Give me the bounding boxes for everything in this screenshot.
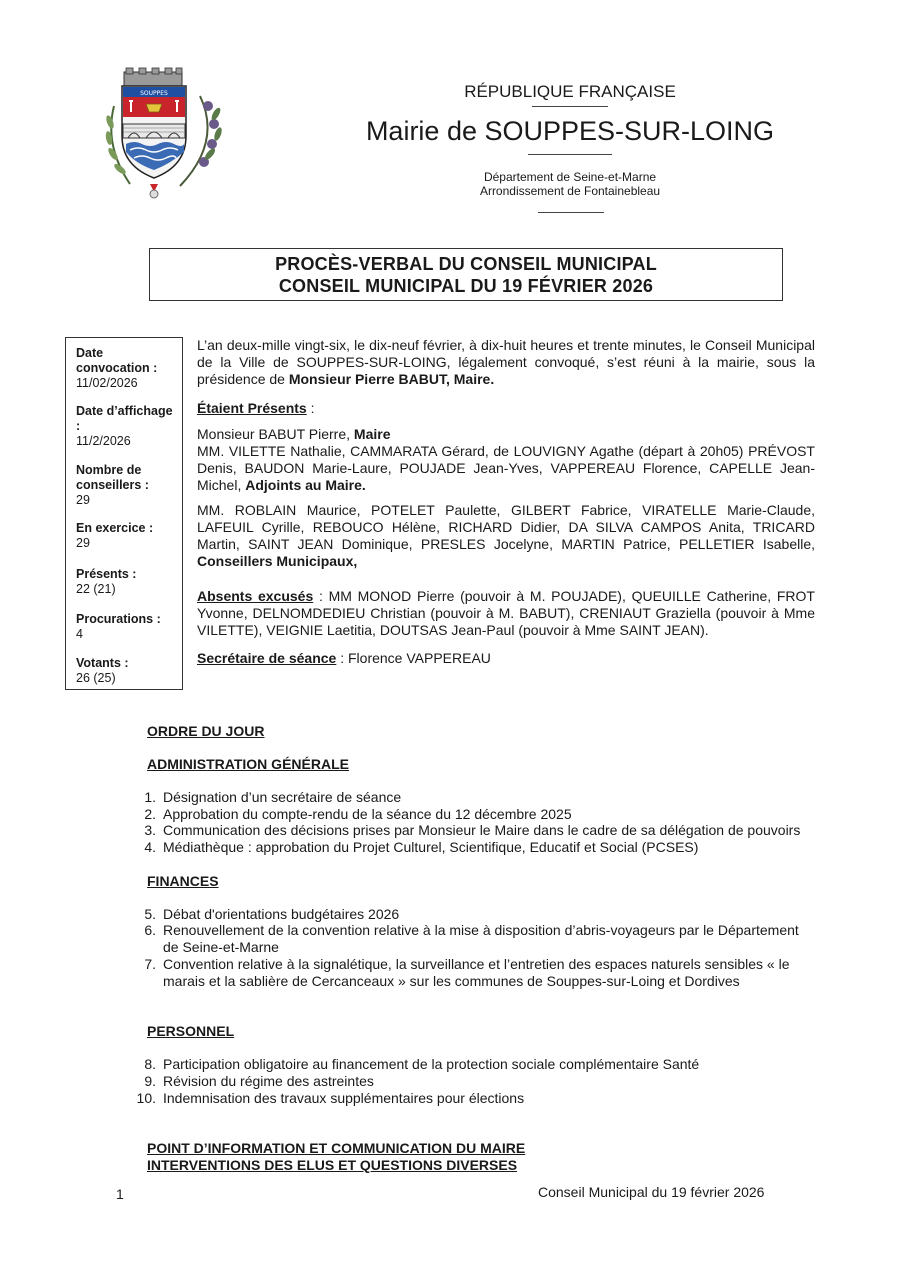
divider <box>528 154 612 155</box>
agenda-item-text: Indemnisation des travaux supplémentaires pour élections <box>163 1090 525 1106</box>
divider <box>538 212 604 213</box>
presents-heading: Étaient Présents <box>197 400 307 416</box>
sidebar-value-votants: 26 (25) <box>76 671 116 685</box>
agenda-item-number: 2. <box>144 806 156 822</box>
agenda-item-text: Désignation d’un secrétaire de séance <box>163 789 402 805</box>
intro-paragraph <box>197 337 815 388</box>
sidebar-value-procurations: 4 <box>76 627 83 641</box>
agenda-item-number: 6. <box>144 922 156 938</box>
sidebar-label-procurations: Procurations : <box>76 612 161 626</box>
agenda-item-text: Renouvellement de la convention relative à la mise à disposition d’abris-voyageurs par le Département de Seine-et-Marne <box>163 922 799 955</box>
agenda-item-number: 3. <box>144 822 156 838</box>
coat-of-arms-logo <box>100 66 226 200</box>
agenda-item-number: 10. <box>136 1090 156 1106</box>
final-heading-information: POINT D’INFORMATION ET COMMUNICATION DU MAIRE <box>147 1140 526 1156</box>
footer-title: Conseil Municipal du 19 février 2026 <box>538 1184 765 1200</box>
sidebar-label-affichage: Date d’affichage : <box>76 404 173 433</box>
absents-paragraph <box>197 588 815 639</box>
sidebar-label-convocation: Date convocation : <box>76 346 158 375</box>
agenda-item-number: 1. <box>144 789 156 805</box>
agenda-item-number: 5. <box>144 906 156 922</box>
document-title-line-1: PROCÈS-VERBAL DU CONSEIL MUNICIPAL <box>275 254 657 274</box>
section-heading-personnel: PERSONNEL <box>147 1023 235 1039</box>
final-heading-questions: INTERVENTIONS DES ELUS ET QUESTIONS DIVERSES <box>147 1157 518 1173</box>
agenda-item-number: 9. <box>144 1073 156 1089</box>
agenda-item-text: Communication des décisions prises par Monsieur le Maire dans le cadre de sa délégation de pouvoirs <box>163 822 801 838</box>
president-name: Monsieur Pierre BABUT, Maire. <box>288 371 495 387</box>
presents-maire-line <box>197 426 815 443</box>
section-heading-administration: ADMINISTRATION GÉNÉRALE <box>147 756 349 772</box>
sidebar-value-affichage: 11/2/2026 <box>76 434 131 448</box>
sidebar-value-convocation: 11/02/2026 <box>76 376 138 390</box>
agenda-item-text: Approbation du compte-rendu de la séance du 12 décembre 2025 <box>163 806 572 822</box>
agenda-title: ORDRE DU JOUR <box>147 723 265 739</box>
section-heading-finances: FINANCES <box>147 873 219 889</box>
maire-role: Maire <box>353 426 391 442</box>
sidebar-value-presents: 22 (21) <box>76 582 116 596</box>
presents-heading-line <box>197 400 815 417</box>
presents-adjoints <box>197 443 815 494</box>
agenda-item-text: Convention relative à la signalétique, la surveillance et l’entretien des espaces naturels sensibles « le marais et la sablière de Cercanceaux » sur les communes de Souppes-sur-Loing et Dordives <box>163 956 790 989</box>
svg-text:SOUPPES: SOUPPES <box>140 90 168 97</box>
sidebar-value-exercice: 29 <box>76 536 90 550</box>
session-info-sidebar <box>65 337 183 690</box>
secretaire-line <box>197 650 815 667</box>
secretaire-text: : Florence VAPPEREAU <box>336 650 491 666</box>
conseillers-list: MM. ROBLAIN Maurice, POTELET Paulette, GILBERT Fabrice, VIRATELLE Marie-Claude, LAFEUIL Cyrille, REBOUCO Hélène, RICHARD Didier, DA SILVA CAMPOS Anita, TRICARD Martin, SAINT JEAN Dominique, PRESLES Jocelyne, MARTIN Patrice, PELLETIER Isabelle, <box>197 502 815 552</box>
agenda-item-number: 4. <box>144 839 156 855</box>
agenda-item-text: Participation obligatoire au financement de la protection sociale complémentaire Santé <box>163 1056 700 1072</box>
arrondissement-text: Arrondissement de Fontainebleau <box>479 184 661 198</box>
absents-heading: Absents excusés <box>197 588 314 604</box>
agenda-item-number: 7. <box>144 956 156 972</box>
sidebar-label-votants: Votants : <box>76 656 129 670</box>
presents-conseillers <box>197 502 815 570</box>
agenda-item-text: Débat d'orientations budgétaires 2026 <box>163 906 400 922</box>
sidebar-label-presents: Présents : <box>76 567 137 581</box>
absents-text: : MM MONOD Pierre (pouvoir à M. POUJADE), QUEUILLE Catherine, FROT Yvonne, DELNOMDEDIEU Christian (pouvoir à M. BABUT), CRENIAUT Graziella (pouvoir à Mme VILETTE), VEIGNIE Laetitia, DOUTSAS Jean-Paul (pouvoir à Mme SAINT JEAN). <box>197 588 815 638</box>
republic-heading: RÉPUBLIQUE FRANÇAISE <box>464 82 676 101</box>
adjoints-role: Adjoints au Maire. <box>245 477 366 493</box>
secretaire-heading: Secrétaire de séance <box>197 650 337 666</box>
document-title-box <box>149 248 783 301</box>
conseillers-role: Conseillers Municipaux, <box>197 553 358 569</box>
sidebar-value-conseillers: 29 <box>76 493 90 507</box>
mairie-title: Mairie de SOUPPES-SUR-LOING <box>365 116 775 146</box>
document-title-line-2: CONSEIL MUNICIPAL DU 19 FÉVRIER 2026 <box>278 276 654 296</box>
sidebar-label-exercice: En exercice : <box>76 521 154 535</box>
maire-name: Monsieur BABUT Pierre, <box>197 426 354 442</box>
agenda-item-text: Médiathèque : approbation du Projet Culturel, Scientifique, Educatif et Social (PCSES) <box>163 839 699 855</box>
adjoints-list: MM. VILETTE Nathalie, CAMMARATA Gérard, de LOUVIGNY Agathe (départ à 20h05) PRÉVOST Denis, BAUDON Marie-Laure, POUJADE Jean-Yves, VAPPEREAU Florence, CAPELLE Jean-Michel, <box>197 443 815 493</box>
presents-heading-suffix: : <box>306 400 315 416</box>
agenda-item-number: 8. <box>144 1056 156 1072</box>
department-text: Département de Seine-et-Marne <box>483 170 657 184</box>
agenda-item-text: Révision du régime des astreintes <box>163 1073 374 1089</box>
page-number: 1 <box>116 1186 124 1202</box>
intro-text: L’an deux-mille vingt-six, le dix-neuf février, à dix-huit heures et trente minutes, le Conseil Municipal de la Ville de SOUPPES-SUR-LOING, légalement convoqué, s’est réuni à la mairie, sous la présidence de <box>197 337 815 387</box>
sidebar-label-conseillers: Nombre de conseillers : <box>76 463 149 492</box>
divider <box>532 106 608 107</box>
